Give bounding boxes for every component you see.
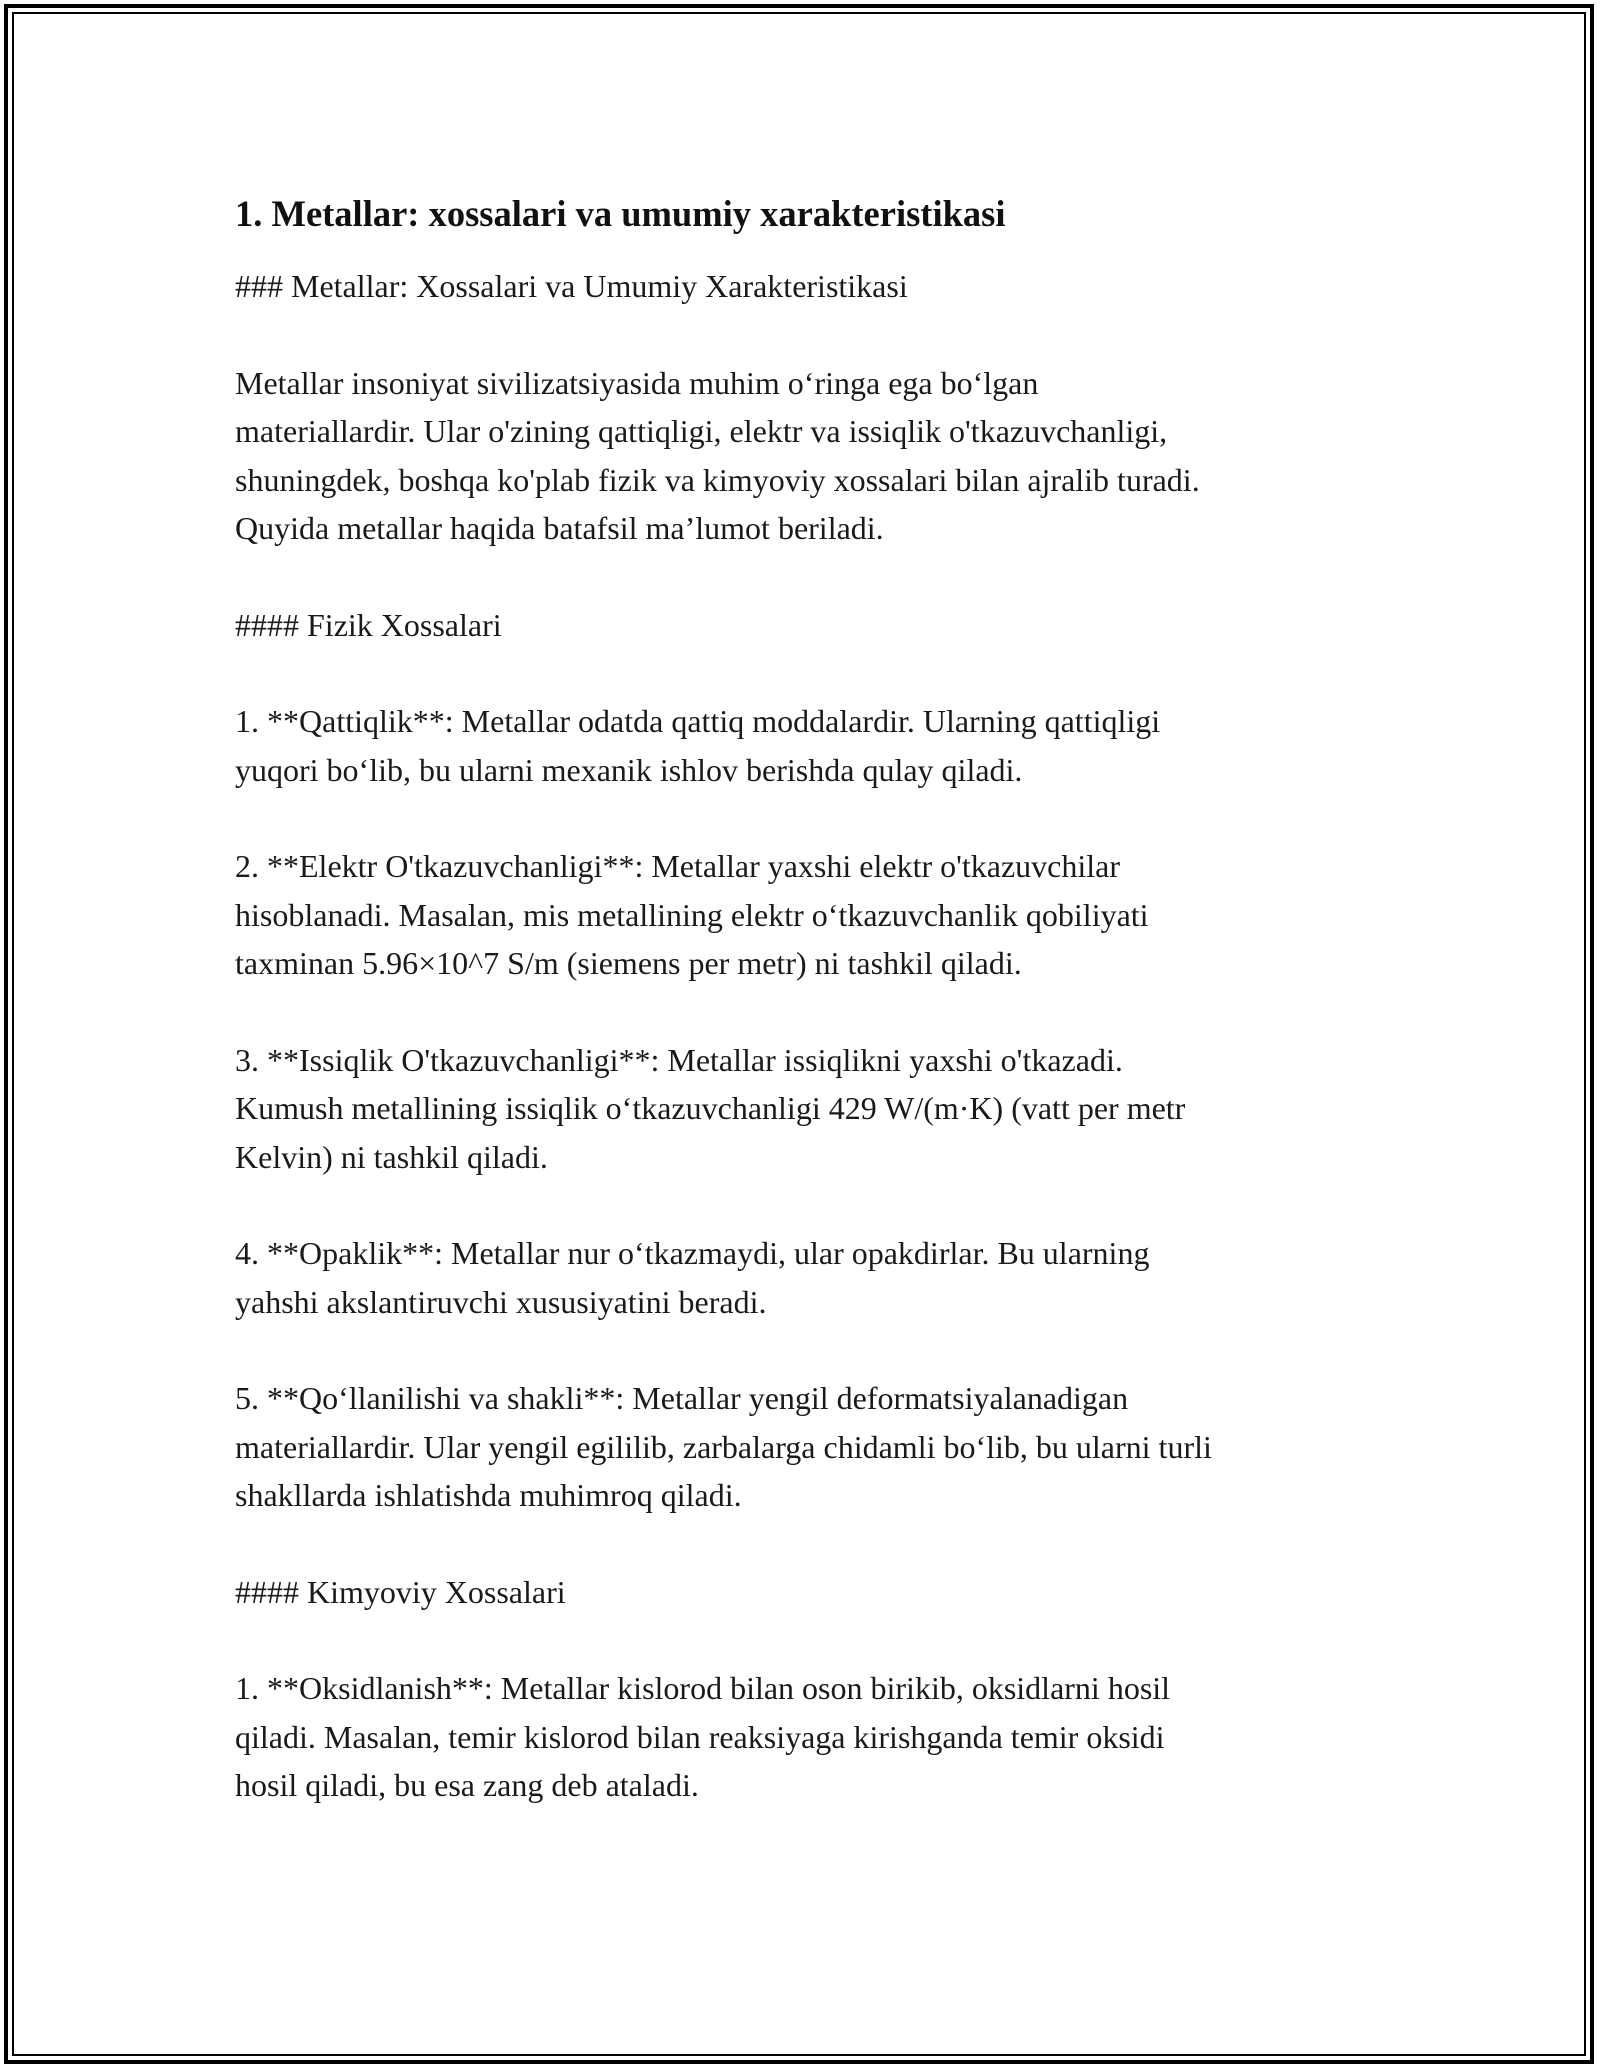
text-line: #### Kimyoviy Xossalari bbox=[235, 1573, 566, 1610]
text-line: 2. **Elektr O'tkazuvchanligi**: Metallar yaxshi elektr o'tkazuvchilar bbox=[235, 848, 1121, 884]
spacer bbox=[235, 1326, 1375, 1374]
text-line: yahshi akslantiruvchi xususiyatini beradi. bbox=[235, 1283, 767, 1320]
document-body bbox=[235, 190, 1375, 1810]
spacer bbox=[235, 311, 1375, 359]
text-line: 4. **Opaklik**: Metallar nur o‘tkazmaydi, ular opakdirlar. Bu ularning bbox=[235, 1235, 1150, 1271]
text-line: 5. **Qo‘llanilishi va shakli**: Metallar yengil deformatsiyalanadigan bbox=[235, 1380, 1129, 1416]
text-line: #### Fizik Xossalari bbox=[235, 606, 502, 643]
spacer bbox=[235, 794, 1375, 842]
text-line: shuningdek, boshqa ko'plab fizik va kimyoviy xossalari bilan ajralib turadi. bbox=[235, 461, 1200, 498]
text-line: taxminan 5.96×10^7 S/m (siemens per metr) ni tashkil qiladi. bbox=[235, 945, 1022, 981]
text-line: qiladi. Masalan, temir kislorod bilan reaksiyaga kirishganda temir oksidi bbox=[235, 1718, 1165, 1755]
text-line: hosil qiladi, bu esa zang deb ataladi. bbox=[235, 1767, 699, 1803]
text-line: Kumush metallining issiqlik o‘tkazuvchanligi 429 W/(m·K) (vatt per metr bbox=[235, 1090, 1186, 1126]
spacer bbox=[235, 1520, 1375, 1568]
text-line: 1. **Oksidlanish**: Metallar kislorod bilan oson birikib, oksidlarni hosil bbox=[235, 1670, 1171, 1706]
text-line: materiallardir. Ular o'zining qattiqligi, elektr va issiqlik o'tkazuvchanligi, bbox=[235, 413, 1168, 449]
text-line: 3. **Issiqlik O'tkazuvchanligi**: Metallar issiqlikni yaxshi o'tkazadi. bbox=[235, 1041, 1123, 1078]
spacer bbox=[235, 988, 1375, 1036]
section-heading-physical bbox=[235, 601, 1375, 650]
text-line: ### Metallar: Xossalari va Umumiy Xarakteristikasi bbox=[235, 268, 908, 304]
text-line: Quyida metallar haqida batafsil ma’lumot beriladi. bbox=[235, 510, 884, 546]
spacer bbox=[235, 553, 1375, 601]
text-line: 1. **Qattiqlik**: Metallar odatda qattiq moddalardir. Ularning qattiqligi bbox=[235, 703, 1161, 739]
physical-item-5 bbox=[235, 1374, 1375, 1520]
section-heading-chemical bbox=[235, 1568, 1375, 1617]
text-line: yuqori bo‘lib, bu ularni mexanik ishlov berishda qulay qiladi. bbox=[235, 751, 1023, 788]
physical-item-2 bbox=[235, 842, 1375, 988]
text-line: shakllarda ishlatishda muhimroq qiladi. bbox=[235, 1477, 742, 1513]
intro-paragraph bbox=[235, 359, 1375, 553]
spacer bbox=[235, 649, 1375, 697]
chemical-item-1 bbox=[235, 1664, 1375, 1810]
spacer bbox=[235, 1181, 1375, 1229]
physical-item-4 bbox=[235, 1229, 1375, 1326]
physical-item-1 bbox=[235, 697, 1375, 794]
spacer bbox=[235, 1616, 1375, 1664]
document-title: 1. Metallar: xossalari va umumiy xarakteristikasi bbox=[235, 193, 1006, 234]
text-line: materiallardir. Ular yengil egililib, zarbalarga chidamli bo‘lib, bu ularni turli bbox=[235, 1428, 1212, 1465]
text-line: Kelvin) ni tashkil qiladi. bbox=[235, 1138, 548, 1175]
physical-item-3 bbox=[235, 1036, 1375, 1182]
subtitle-line bbox=[235, 262, 1375, 311]
text-line: hisoblanadi. Masalan, mis metallining elektr o‘tkazuvchanlik qobiliyati bbox=[235, 896, 1149, 933]
spacer bbox=[235, 238, 1375, 262]
text-line: Metallar insoniyat sivilizatsiyasida muhim o‘ringa ega bo‘lgan bbox=[235, 364, 1039, 401]
